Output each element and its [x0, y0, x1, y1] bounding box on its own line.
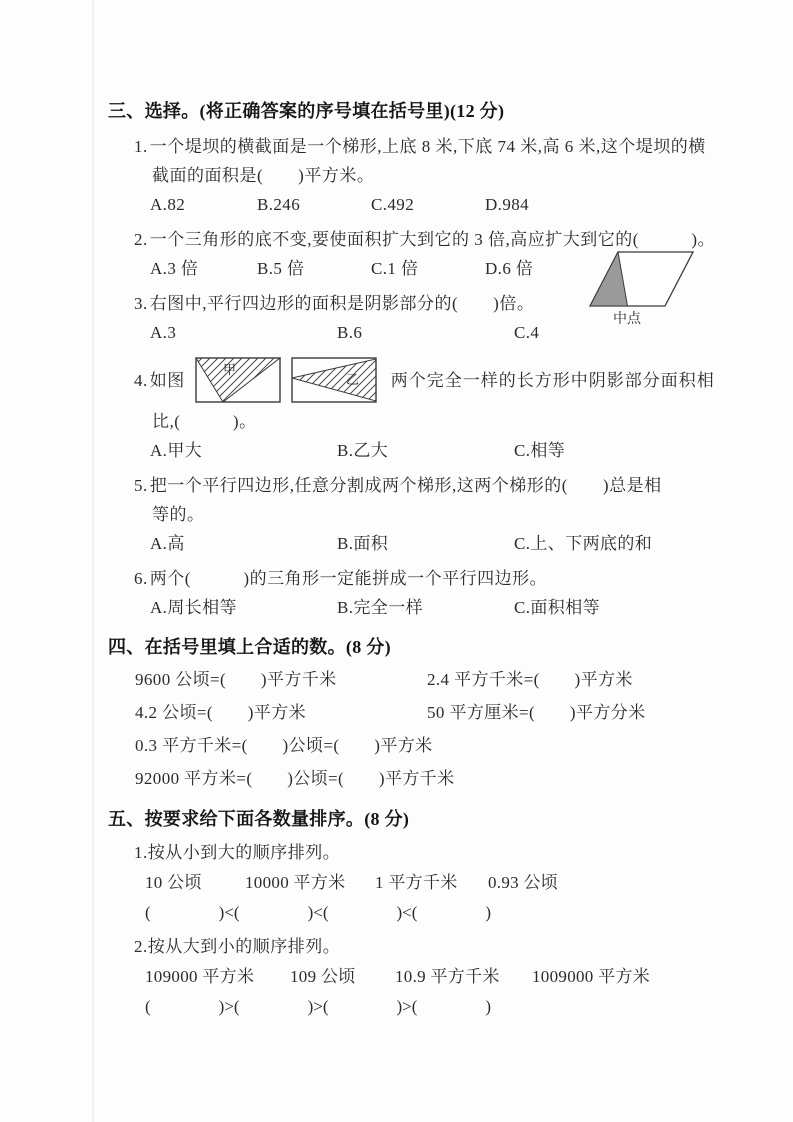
option-c: C.面积相等 [514, 598, 600, 617]
section-heading: 四、在括号里填上合适的数。(8 分) [108, 637, 391, 657]
quantity: 10 公顷 [145, 873, 202, 892]
option-d: D.984 [485, 195, 530, 214]
option-a: A.周长相等 [150, 598, 237, 617]
page-content [108, 96, 776, 1022]
option-a: A.3 倍 [150, 259, 199, 278]
option-a: A.高 [150, 534, 185, 553]
option-c: C.1 倍 [371, 259, 419, 278]
question-4 [134, 353, 776, 465]
conversion-item: 0.3 平方千米=( )公顷=( )平方米 [135, 736, 433, 755]
conversion-row [135, 664, 776, 695]
option-a: A.82 [150, 195, 186, 214]
ordering-values [145, 962, 776, 992]
ordering-part-2-title: 2.按从大到小的顺序排列。 [134, 937, 341, 956]
midpoint-label: 中点 [613, 312, 641, 327]
hatched-triangle-yi [292, 359, 376, 401]
conversion-row [135, 697, 776, 728]
options-row [150, 436, 776, 465]
quantity: 109 公顷 [290, 967, 356, 986]
question-text: 两个( )的三角形一定能拼成一个平行四边形。 [149, 569, 548, 588]
option-d: D.6 倍 [485, 259, 534, 278]
question-text: 一个三角形的底不变,要使面积扩大到它的 3 倍,高应扩大到它的( )。 [149, 230, 716, 249]
question-line [134, 471, 776, 500]
question-text: 两个完全一样的长方形中阴影部分面积相 [390, 370, 715, 390]
question-number: 3. [134, 294, 148, 313]
conversion-item: 92000 平方米=( )公顷=( )平方千米 [135, 769, 455, 788]
question-text: 把一个平行四边形,任意分割成两个梯形,这两个梯形的( )总是相 [149, 476, 662, 495]
quantity: 1 平方千米 [375, 873, 458, 892]
option-b: B.面积 [337, 534, 389, 553]
option-b: B.6 [337, 323, 363, 342]
figure-label-jia: 甲 [222, 362, 237, 377]
question-text: 右图中,平行四边形的面积是阴影部分的( )倍。 [149, 294, 535, 313]
question-line [134, 132, 776, 161]
question-line-with-figures [134, 353, 776, 407]
question-line: 等的。 [152, 505, 205, 524]
ordering-part-1-title: 1.按从小到大的顺序排列。 [134, 843, 341, 862]
option-b: B.246 [257, 195, 301, 214]
section-ordering [108, 804, 776, 1022]
parallelogram-figure [586, 244, 704, 337]
question-1 [134, 132, 776, 219]
conversion-item: 9600 公顷=( )平方千米 [135, 670, 337, 689]
question-text: 一个堤坝的横截面是一个梯形,上底 8 米,下底 74 米,高 6 米,这个堤坝的横 [149, 137, 706, 156]
question-5 [134, 471, 776, 558]
quantity: 10.9 平方千米 [395, 967, 500, 986]
options-row [150, 190, 776, 219]
option-a: A.甲大 [150, 441, 203, 460]
option-c: C.相等 [514, 441, 566, 460]
question-number: 4. [134, 370, 148, 390]
question-number: 1. [134, 137, 148, 156]
figure-label-yi: 乙 [345, 372, 360, 387]
hatched-triangle-jia [196, 358, 280, 402]
conversion-rows [135, 664, 776, 794]
conversion-item: 4.2 公顷=( )平方米 [135, 703, 307, 722]
option-a: A.3 [150, 323, 177, 342]
option-c: C.492 [371, 195, 415, 214]
parallelogram-svg [586, 244, 704, 332]
question-line [134, 564, 776, 593]
section-heading: 三、选择。(将正确答案的序号填在括号里)(12 分) [108, 101, 505, 121]
question-number: 2. [134, 230, 148, 249]
section-choice [108, 96, 776, 622]
option-b: B.乙大 [337, 441, 389, 460]
section-fill-numbers [108, 632, 776, 794]
option-c: C.上、下两底的和 [514, 534, 653, 553]
quantity: 1009000 平方米 [532, 967, 651, 986]
options-row [150, 593, 776, 622]
question-6 [134, 564, 776, 622]
answer-blank-row: ( )>( )>( )>( ) [145, 997, 492, 1016]
option-b: B.5 倍 [257, 259, 305, 278]
answer-blank-row: ( )<( )<( )<( ) [145, 903, 492, 922]
option-b: B.完全一样 [337, 598, 423, 617]
options-row [150, 529, 776, 558]
ordering-values [145, 868, 776, 898]
scan-fold-line [92, 0, 94, 1122]
question-line: 比,( )。 [152, 412, 257, 431]
conversion-row [135, 763, 776, 794]
quantity: 10000 平方米 [245, 873, 346, 892]
option-c: C.4 [514, 323, 540, 342]
quantity: 0.93 公顷 [488, 873, 559, 892]
conversion-row [135, 730, 776, 761]
question-text: 如图 [149, 370, 185, 390]
question-number: 6. [134, 569, 148, 588]
conversion-item: 2.4 平方千米=( )平方米 [427, 670, 633, 689]
rect-jia-figure [195, 357, 281, 403]
rect-yi-figure [291, 357, 377, 403]
conversion-item: 50 平方厘米=( )平方分米 [427, 703, 646, 722]
question-line: 截面的面积是( )平方米。 [152, 166, 375, 185]
quantity: 109000 平方米 [145, 967, 255, 986]
section-heading: 五、按要求给下面各数量排序。(8 分) [108, 809, 410, 829]
question-number: 5. [134, 476, 148, 495]
